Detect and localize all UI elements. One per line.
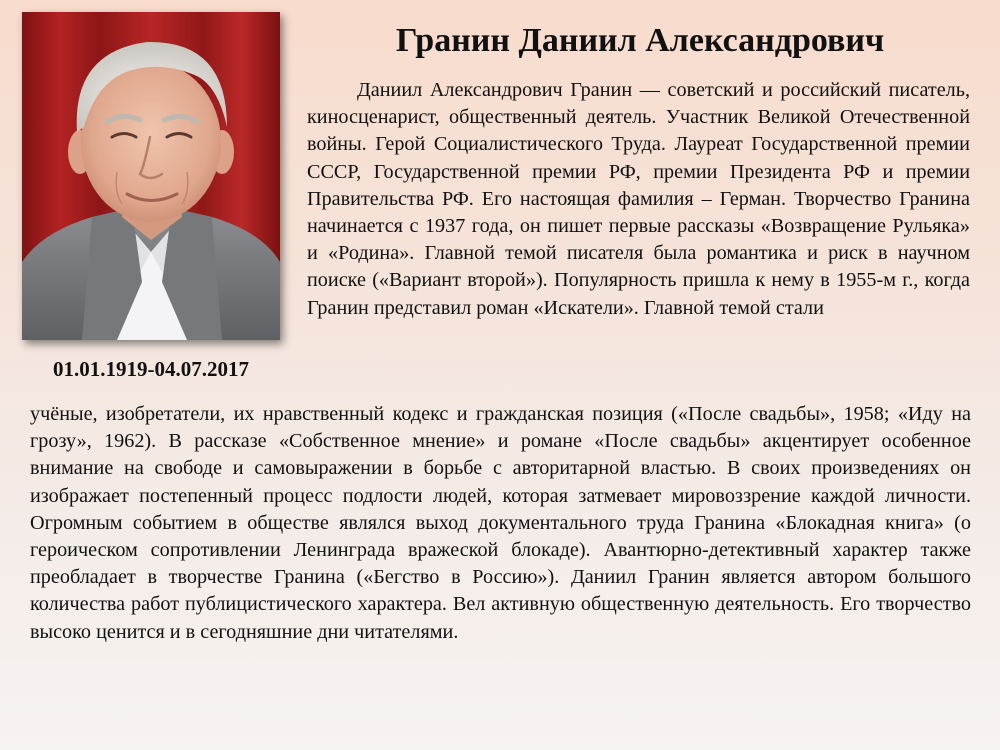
life-dates: 01.01.1919-04.07.2017 (53, 357, 249, 381)
portrait-photo (22, 12, 280, 340)
page-title: Гранин Даниил Александрович (395, 22, 885, 59)
portrait-image (22, 12, 280, 340)
biography-paragraph-bottom: учёные, изобретатели, их нравственный кодекс и гражданская позиция («После свадьбы», 1958; «Иду на грозу», 1962). В рассказе «Собственное мнение» и романе «После свадьбы» акцентирует особенное внимание на свободе и самовыражении в борьбе с авторитарной властью. В своих произведениях он изображает постепенный процесс подлости людей, которая затмевает мировоззрение каждой личности. Огромным событием в обществе являлся выход документального труда Гранина «Блокадная книга» (о героическом сопротивлении Ленинграда вражеской блокаде). Авантюрно-детективный характер также преобладает в творчестве Гранина («Бегство в Россию»). Даниил Гранин является автором большого количества работ публицистического характера. Вел активную общественную деятельность. Его творчество высоко ценится и в сегодняшние дни читателями. (30, 403, 971, 643)
biography-paragraph-top: Даниил Александрович Гранин — советский и российский писатель, киносценарист, общественный деятель. Участник Великой Отечественной войны. Герой Социалистического Труда. Лауреат Государственной премии СССР, Государственной премии РФ, премии Президента РФ и премии Правительства РФ. Его настоящая фамилия – Герман. Творчество Гранина начинается с 1937 года, он пишет первые рассказы «Возвращение Рульяка» и «Родина». Главной темой писателя была романтика и риск в научном поиске («Вариант второй»). Популярность пришла к нему в 1955-м г., когда Гранин представил роман «Искатели». Главной темой стали (307, 79, 970, 319)
